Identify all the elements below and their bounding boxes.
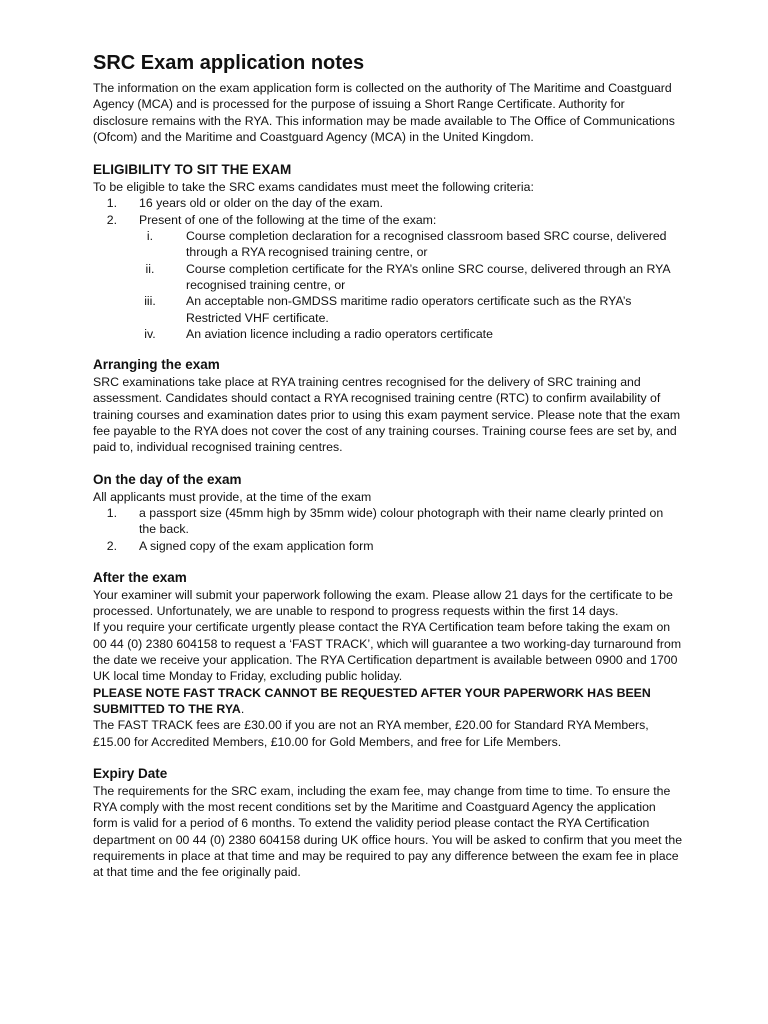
arranging-paragraph: SRC examinations take place at RYA training centres recognised for the delivery of SRC training and assessment. Candidates should contact a RYA recognised training centre (RTC) to confirm availability of training courses and examination dates prior to using this exam payment service. Please note that the exam fee payable to the RYA does not cover the cost of any training courses. Training course fees are set by, and paid to, individual recognised training centres. (93, 375, 681, 455)
expiry-paragraph: The requirements for the SRC exam, including the exam fee, may change from time to time. To ensure the RYA comply with the most recent conditions set by the Maritime and Coastguard Agency the application form is valid for a period of 6 months. To extend the validity period please contact the RYA Certification department on 00 44 (0) 2380 604158 during UK office hours. You will be asked to confirm that you meet the requirements in place at that time and may be required to pay any difference between the exam fee in place at that time and the fee originally paid. (93, 783, 683, 880)
list-number: iii. (144, 294, 156, 309)
exam-day-heading: On the day of the exam (93, 471, 242, 487)
list-item (93, 505, 683, 538)
list-item-text: An aviation licence including a radio operators certificate (186, 326, 493, 341)
eligibility-heading: ELIGIBILITY TO SIT THE EXAM (93, 162, 292, 178)
list-number: 1. (106, 505, 117, 520)
list-item (93, 538, 683, 554)
list-item-text: 16 years old or older on the day of the exam. (139, 196, 384, 211)
fast-track-warning-end: . (240, 701, 245, 716)
after-exam-paragraph-1: Your examiner will submit your paperwork following the exam. Please allow 21 days for the certificate to be processed. Unfortunately, we are unable to respond to progress requests within the first 14 days. (93, 587, 673, 619)
after-exam-paragraph-2: If you require your certificate urgently please contact the RYA Certification team before taking the exam on 00 44 (0) 2380 604158 to request a ‘FAST TRACK’, which will guarantee a two working-day turnaround from the date we receive your application. The RYA Certification department is available between 0900 and 1700 UK local time Monday to Friday, excluding public holiday. (93, 620, 682, 684)
list-item-text: Course completion certificate for the RYA’s online SRC course, delivered through an RYA recognised training centre, or (186, 261, 670, 292)
list-number: 1. (106, 196, 117, 211)
list-item-text: Present of one of the following at the time of the exam: (139, 212, 437, 227)
list-item-text: A signed copy of the exam application form (139, 538, 374, 553)
exam-day-lead: All applicants must provide, at the time of the exam (93, 489, 372, 504)
list-item-text: Course completion declaration for a recognised classroom based SRC course, delivered through a RYA recognised training centre, or (186, 229, 667, 260)
list-number: 2. (106, 538, 117, 553)
list-number: iv. (144, 326, 156, 341)
document-page (93, 50, 683, 881)
list-item (93, 293, 683, 326)
list-item (93, 195, 683, 211)
list-item (93, 326, 683, 342)
list-item (93, 212, 683, 228)
list-item-text: a passport size (45mm high by 35mm wide) colour photograph with their name clearly printed on the back. (139, 505, 664, 537)
eligibility-sublist (93, 228, 683, 342)
after-exam-heading: After the exam (93, 569, 187, 585)
eligibility-list (93, 195, 683, 228)
fast-track-fees: The FAST TRACK fees are £30.00 if you are not an RYA member, £20.00 for Standard RYA Members, £15.00 for Accredited Members, £10.00 for Gold Members, and free for Life Members. (93, 718, 649, 749)
list-item (93, 228, 683, 261)
list-number: ii. (145, 261, 155, 276)
fast-track-warning (93, 685, 683, 718)
list-number: 2. (106, 212, 117, 227)
list-item (93, 261, 683, 294)
page-title: SRC Exam application notes (93, 52, 365, 74)
list-item-text: An acceptable non-GMDSS maritime radio operators certificate such as the RYA’s Restricted VHF certificate. (186, 294, 632, 325)
fast-track-warning-text: PLEASE NOTE FAST TRACK CANNOT BE REQUESTED AFTER YOUR PAPERWORK HAS BEEN SUBMITTED TO THE RYA (93, 685, 651, 716)
expiry-heading: Expiry Date (93, 765, 168, 781)
eligibility-lead: To be eligible to take the SRC exams candidates must meet the following criteria: (93, 180, 534, 195)
arranging-heading: Arranging the exam (93, 357, 220, 373)
exam-day-list (93, 505, 683, 554)
list-number: i. (146, 229, 154, 244)
intro-paragraph: The information on the exam application form is collected on the authority of The Maritime and Coastguard Agency (MCA) and is processed for the purpose of issuing a Short Range Certificate. Authority for disclosure remains with the RYA. This information may be made available to The Office of Communications (Ofcom) and the Maritime and Coastguard Agency (MCA) in the United Kingdom. (93, 81, 675, 144)
